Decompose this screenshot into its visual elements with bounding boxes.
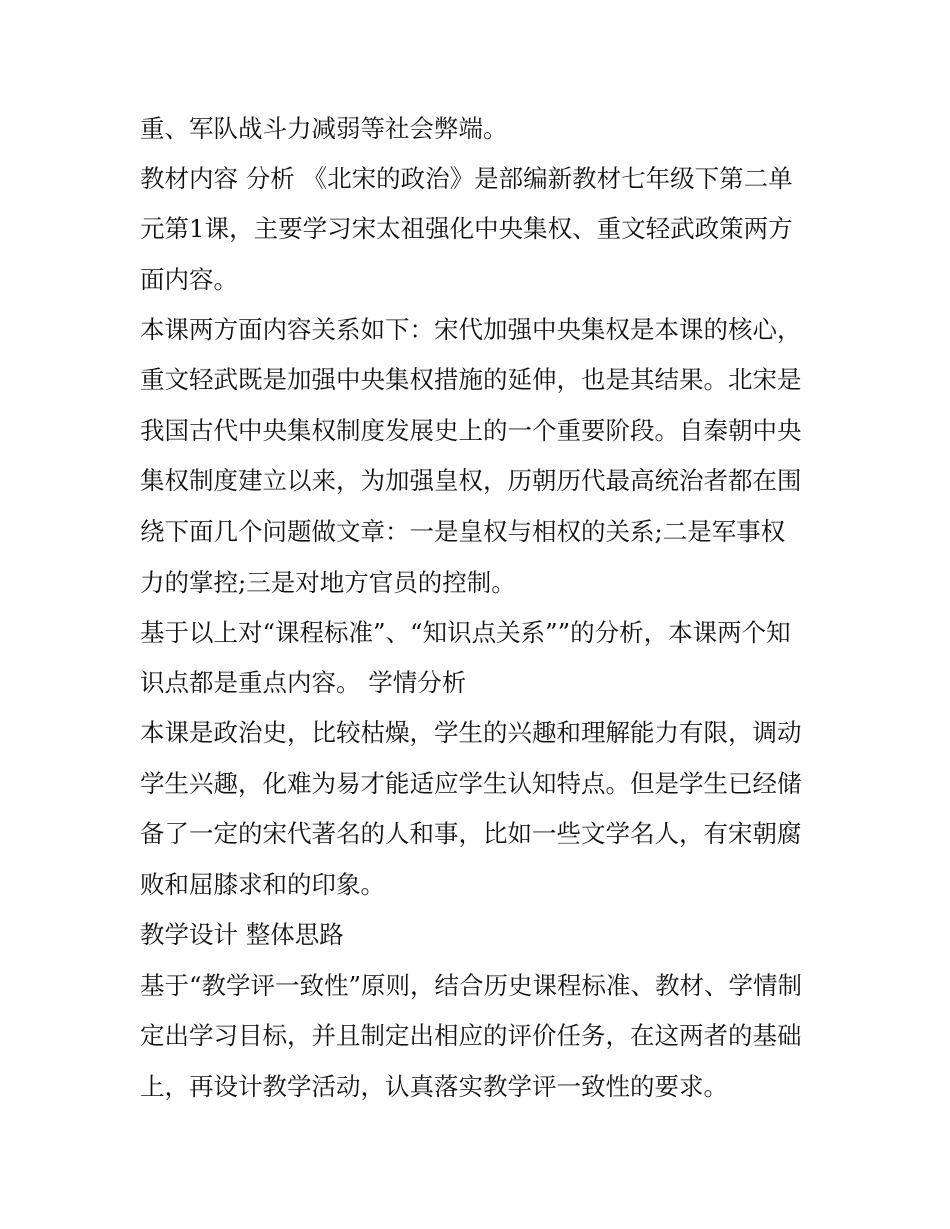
text-line: 面内容。	[140, 265, 238, 294]
text-line: 本课是政治史，比较枯燥，学生的兴趣和理解能力有限，调动	[140, 718, 802, 747]
section-heading: 教学设计 整体思路	[140, 920, 344, 949]
text-line: 元第1课，主要学习宋太祖强化中央集权、重文轻武政策两方	[140, 214, 793, 243]
text-line: 基于“教学评一致性”原则，结合历史课程标准、教材、学情制	[140, 971, 803, 1000]
text-line: 绕下面几个问题做文章：一是皇权与相权的关系;二是军事权	[140, 517, 786, 546]
text-line: 集权制度建立以来，为加强皇权，历朝历代最高统治者都在围	[140, 466, 802, 495]
text-line: 重、军队战斗力减弱等社会弊端。	[140, 114, 508, 143]
text-line: 败和屈膝求和的印象。	[140, 870, 385, 899]
text-line: 备了一定的宋代著名的人和事，比如一些文学名人，有宋朝腐	[140, 819, 802, 848]
text-line: 我国古代中央集权制度发展史上的一个重要阶段。自秦朝中央	[140, 416, 802, 445]
text-line: 识点都是重点内容。 学情分析	[140, 668, 467, 697]
text-line: 上，再设计教学活动，认真落实教学评一致性的要求。	[140, 1072, 728, 1101]
text-line: 重文轻武既是加强中央集权措施的延伸，也是其结果。北宋是	[140, 365, 802, 394]
text-line: 本课两方面内容关系如下：宋代加强中央集权是本课的核心，	[140, 315, 802, 344]
text-line: 力的掌控;三是对地方官员的控制。	[140, 568, 516, 597]
text-line: 基于以上对“课程标准”、“知识点关系””的分析，本课两个知	[140, 618, 791, 647]
text-line: 定出学习目标，并且制定出相应的评价任务，在这两者的基础	[140, 1021, 802, 1050]
text-line: 教材内容 分析 《北宋的政治》是部编新教材七年级下第二单	[140, 164, 793, 193]
text-line: 学生兴趣，化难为易才能适应学生认知特点。但是学生已经储	[140, 769, 802, 798]
